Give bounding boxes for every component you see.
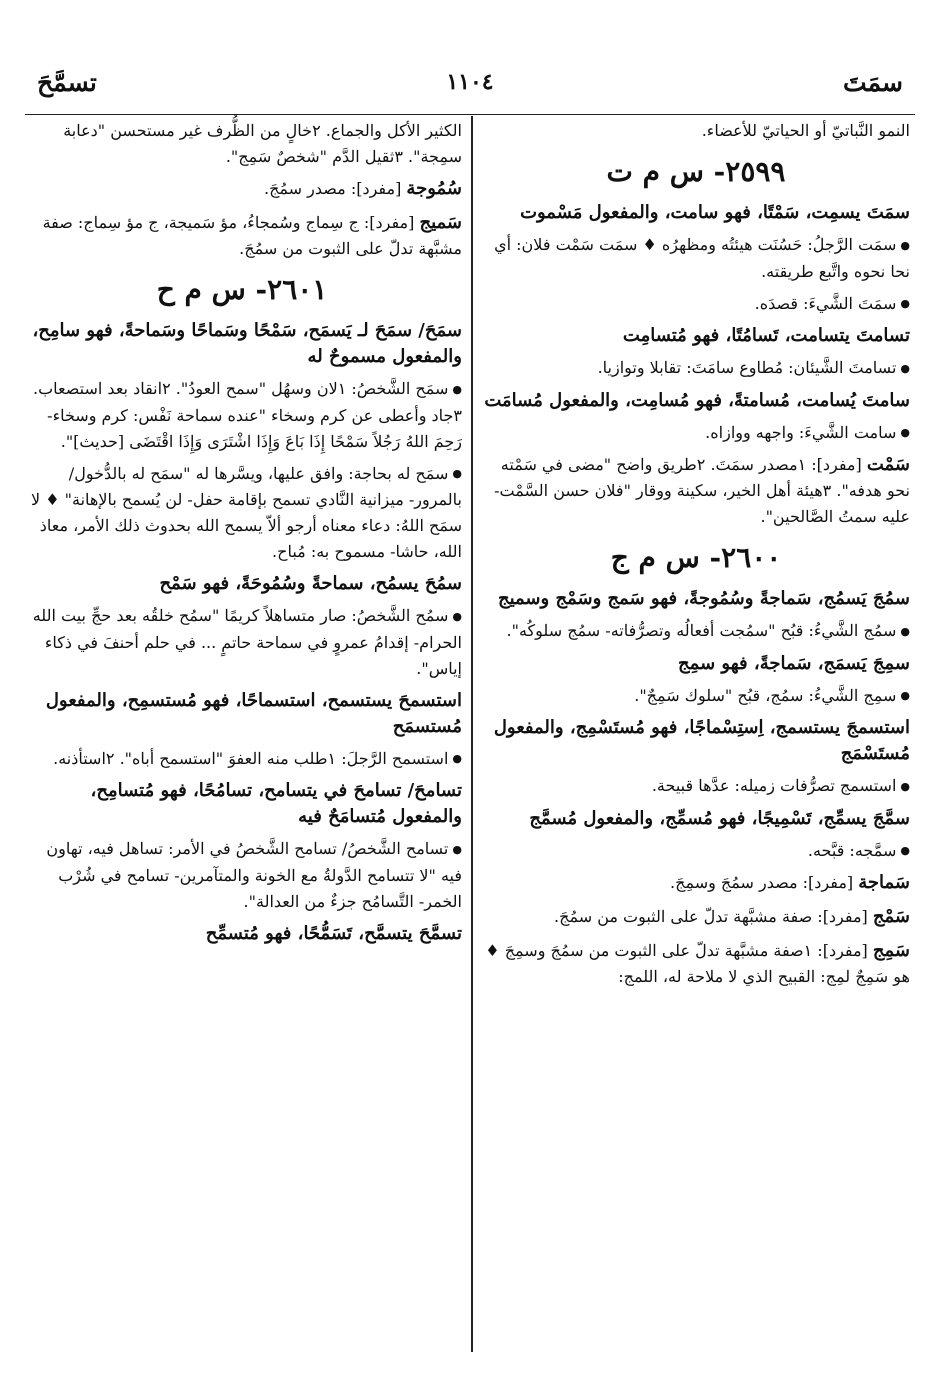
bullet-icon: ●: [452, 609, 462, 623]
column-divider: [471, 116, 473, 1352]
derived-headword: سَماجة: [858, 872, 910, 893]
derived-definition: [مفرد]: مصدر سمُجَ.: [264, 179, 402, 198]
bullet-icon: ●: [900, 844, 910, 857]
sense-item: [482, 683, 910, 710]
entry-headword: تسامتَ يتسامت، تَسامُتًا، فهو مُتسامِت: [622, 325, 910, 346]
paragraph: الكثير الأكل والجماع. ٢خالٍ من الظُّرف غير مستحسن "دعابة سمِجة". ٣ثقيل الدَّم "شخصٌ سَمِج".: [63, 121, 462, 166]
sense-text: سمَت الرَّجلُ: حَسُنَت هيئتُه ومظهرُه ♦ سمَت سَمْت فلان: أي نحا نحوه واتَّبع طريقته.: [494, 235, 910, 281]
sense-item: [22, 603, 462, 682]
derived-definition: [مفرد]: ج سِماج وسُمجاءُ، مؤ سَميجة، ج مؤ سِماج: صفة مشبَّهة تدلّ على الثبوت من سمُجَ.: [42, 213, 462, 258]
sense-text: استسمج تصرُّفات زميله: عدَّها قبيحة.: [651, 776, 897, 795]
sense-text: تسامح الشَّخصُ/ تسامح الشَّخصُ في الأمر: تساهل فيه، تهاون فيه "لا تتسامح الدَّولةُ مع الخونة والمتآمرين- تسامح في شُرْب الخمر- التَّسامُح جزءٌ من العدالة".: [46, 839, 462, 911]
bullet-icon: ●: [452, 467, 462, 480]
header-right-guide-word: سمَتَ: [843, 67, 903, 97]
entry-headword: استسمحَ يستسمح، استسماحًا، فهو مُستسمِح، والمفعول مُستسمَح: [45, 689, 462, 737]
paragraph: النمو النَّباتيّ أو الحياتيّ للأعضاء.: [701, 121, 910, 140]
sense-text: سامت الشَّيءَ: واجهه ووازاه.: [705, 422, 897, 442]
entry-headword: سمُحَ يسمُح، سماحةً وسُمُوحَةً، فهو سَمْح: [159, 573, 462, 594]
page-number: ١١٠٤: [446, 69, 494, 95]
left-column: [22, 118, 462, 953]
entry-headword: سامتَ يُسامت، مُسامتةً، فهو مُسامِت، والمفعول مُسامَت: [484, 389, 910, 411]
sense-text: سمَّجه: قبَّحه.: [807, 840, 897, 860]
entry-headword: استسمجَ يستسمج، اِستِسْماجًا، فهو مُستَسْمِج، والمفعول مُستَسْمَج: [493, 717, 910, 764]
entry-headword: تسامحَ/ تسامحَ في يتسامح، تسامُحًا، فهو مُتسامِح، والمفعول مُتسامَحٌ فيه: [90, 780, 462, 827]
sense-item: [482, 291, 910, 318]
derived-definition: [مفرد]: مصدر سمُجَ وسمِجَ.: [670, 873, 854, 892]
sense-item: [482, 773, 910, 800]
root-section-heading: ٢٥٩٩- س م ت: [606, 155, 786, 188]
derived-entry: [482, 870, 910, 896]
derived-headword: سُمُوجة: [406, 178, 462, 199]
bullet-icon: ●: [452, 382, 462, 396]
entry-headword: تسمَّحَ يتسمَّح، تَسَمُّحًا، فهو مُتسمِّح: [205, 922, 462, 944]
sense-text: سمَتَ الشَّيءَ: قصدَه.: [754, 293, 897, 313]
derived-definition: [مفرد]: ١مصدر سمَتَ. ٢طريق واضح "مضى في سَمْته نحو هدفه". ٣هيئة أهل الخير، سكينة ووقار "فلان حسن السَّمْت- عليه سمتُ الصَّالحين".: [494, 455, 910, 526]
bullet-icon: ●: [900, 779, 910, 793]
sense-item: [22, 461, 462, 566]
derived-headword: سَمْت: [866, 454, 910, 475]
root-section-heading: ٢٦٠٠- س م ج: [610, 541, 782, 574]
sense-item: [482, 618, 910, 645]
sense-item: [482, 420, 910, 447]
bullet-icon: ●: [452, 752, 462, 765]
derived-definition: [مفرد]: صفة مشبَّهة تدلّ على الثبوت من سمُجَ.: [554, 907, 868, 926]
right-column: [482, 118, 910, 998]
derived-headword: سَمِج: [872, 940, 910, 961]
entry-headword: سمَّجَ يسمِّج، تَسْمِيجًا، فهو مُسمِّج، والمفعول مُسمَّج: [529, 807, 910, 829]
bullet-icon: ●: [900, 689, 910, 702]
sense-text: سمُج الشَّيءُ: قبُح "سمُجت أفعالُه وتصرُّفاته- سمُج سلوكُه".: [506, 621, 897, 640]
page-header: [25, 50, 915, 115]
derived-headword: سَميج: [419, 212, 462, 233]
sense-text: سمَح الشَّخصُ: ١لان وسهُل "سمح العودُ". ٢انقاد بعد استصعاب. ٣جاد وأعطى عن كرم وسخاء "عنده سماحة نَفْس: كرم وسخاء- رَحِمَ اللهُ رَجُلاً سَمْحًا إِذَا بَاعَ وَإِذَا اشْتَرَى وَإِذَا اقْتَضَى [حديث]".: [33, 379, 462, 451]
bullet-icon: ●: [900, 426, 910, 439]
bullet-icon: ●: [900, 297, 910, 310]
bullet-icon: ●: [900, 238, 910, 252]
sense-item: [22, 746, 462, 773]
derived-entry: [482, 904, 910, 930]
sense-item: [482, 355, 910, 382]
derived-entry: [482, 452, 910, 530]
bullet-icon: ●: [900, 361, 910, 375]
bullet-icon: ●: [900, 624, 910, 638]
derived-definition: [مفرد]: ١صفة مشبَّهة تدلّ على الثبوت من سمُجَ وسمِجَ ♦ هو سَمِجٌ لمِج: القبيح الذي لا ملاحة له، اللمج:: [485, 941, 910, 986]
sense-text: سمُح الشَّخصُ: صار متساهلاً كريمًا "سمُح خلقُه بعد حجِّ بيت الله الحرام- إقدامُ عمروٍ في سماحة حاتمٍ ... في حلم أحنفَ في ذكاء إياس".: [32, 606, 462, 678]
sense-item: [482, 838, 910, 865]
entry-headword: سمِجَ يَسمَج، سَماجةً، فهو سمِج: [678, 652, 910, 674]
sense-text: سمَح له بحاجة: وافق عليها، ويسَّرها له "سمَح له بالدُّخول/ بالمرور- ميزانية النَّادي تسمح بإقامة حفل- لن يُسمح بالإهانة" ♦ لا سمَح اللهُ: دعاء معناه أرجو ألاّ يسمح الله بحدوث ذلك الأمر، معاذ الله، حاشا- مسموح به: مُباح.: [31, 463, 462, 561]
derived-entry: [22, 176, 462, 202]
sense-item: [482, 232, 910, 285]
sense-item: [22, 376, 462, 455]
sense-item: [22, 836, 462, 915]
derived-headword: سَمْج: [872, 906, 910, 927]
entry-headword: سمَحَ/ سمَحَ لـ يَسمَح، سَمْحًا وسَماحًا وسَماحةً، فهو سامِح، والمفعول مسموحٌ له: [32, 320, 462, 367]
entry-headword: سمَتَ يسمِت، سَمْتًا، فهو سامت، والمفعول مَسْموت: [520, 202, 910, 223]
derived-entry: [482, 938, 910, 990]
header-left-guide-word: تسمَّحَ: [37, 67, 97, 97]
sense-text: استسمح الرَّجلَ: ١طلب منه العفوَ "استسمح أباه". ٢استأذنه.: [53, 748, 449, 768]
derived-entry: [22, 210, 462, 262]
sense-text: تسامتَ الشَّيئان: مُطاوع سامَتَ: تقابلا وتوازيا.: [597, 358, 897, 377]
root-section-heading: ٢٦٠١- س م ح: [156, 273, 328, 306]
entry-headword: سمُجَ يَسمُج، سَماجةً وسُمُوجةً، فهو سَمج وسَمْج وسميج: [497, 588, 910, 609]
bullet-icon: ●: [452, 842, 462, 856]
sense-text: سمِج الشَّيءُ: سمُج، قبُح "سلوك سَمِجٌ".: [634, 685, 897, 705]
